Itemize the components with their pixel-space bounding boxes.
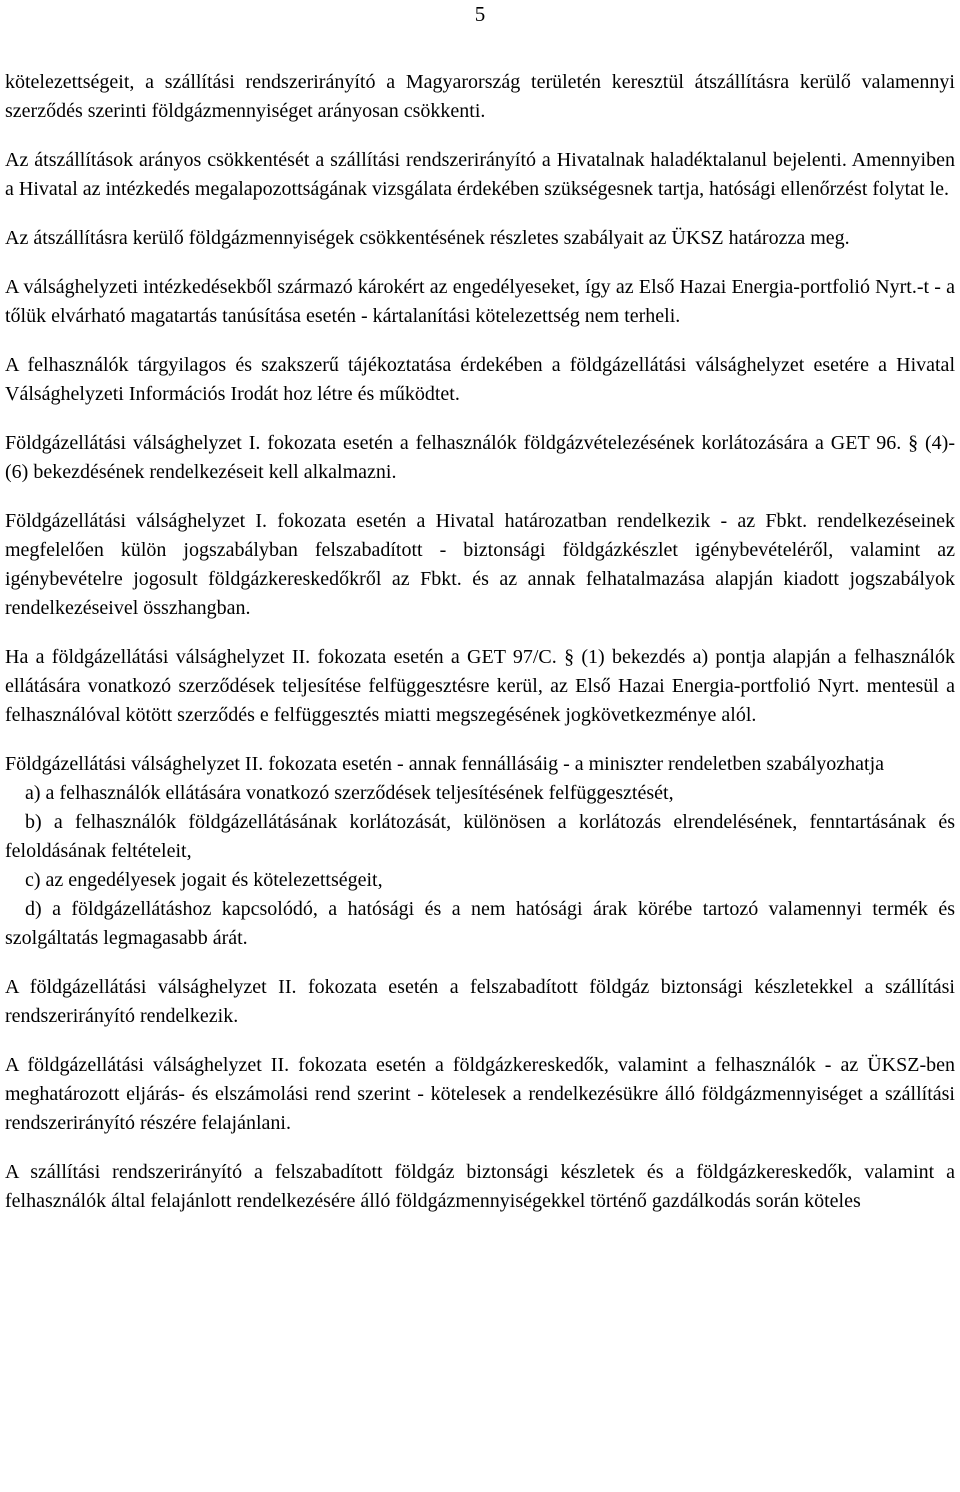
paragraph: Az átszállítások arányos csökkentését a szállítási rendszerirányító a Hivatalnak haladéktalanul bejelenti. Amennyiben a Hivatal az intézkedés megalapozottságának vizsgálata érdekében szükségesnek tartja, hatósági ellenőrzést folytat le. — [5, 149, 955, 200]
regulation-list — [5, 750, 955, 953]
paragraph: A földgázellátási válsághelyzet II. fokozata esetén a földgázkereskedők, valamint a felhasználók - az ÜKSZ-ben meghatározott eljárás- és elszámolási rend szerint - kötelesek a rendelkezésükre álló földgázmennyiséget a szállítási rendszerirányító részére felajánlani. — [5, 1054, 955, 1134]
paragraph: Földgázellátási válsághelyzet I. fokozata esetén a Hivatal határozatban rendelkezik - az Fbkt. rendelkezéseinek megfelelően külön jogszabályban felszabadított - biztonsági földgázkészlet igénybevételéről, valamint az igénybevételre jogosult földgázkereskedőkről az Fbkt. és az annak felhatalmazása alapján kiadott jogszabályok rendelkezéseivel összhangban. — [5, 510, 955, 619]
list-intro: Földgázellátási válsághelyzet II. fokozata esetén - annak fennállásáig - a miniszter rendeletben szabályozhatja — [5, 753, 885, 775]
paragraph: A válsághelyzeti intézkedésekből származó károkért az engedélyeseket, így az Első Hazai Energia-portfolió Nyrt.-t - a tőlük elvárható magatartás tanúsítása esetén - kártalanítási kötelezettség nem terheli. — [5, 276, 955, 327]
page-number: 5 — [474, 2, 486, 26]
paragraph: A szállítási rendszerirányító a felszabadított földgáz biztonsági készletek és a földgázkereskedők, valamint a felhasználók által felajánlott rendelkezésére álló földgázmennyiségekkel történő gazdálkodás során köteles — [5, 1161, 955, 1212]
list-item: b) a felhasználók földgázellátásának korlátozását, különösen a korlátozás elrendelésének, fenntartásának és feloldásának feltételeit, — [5, 811, 955, 862]
paragraph: kötelezettségeit, a szállítási rendszerirányító a Magyarország területén keresztül átszállításra kerülő valamennyi szerződés szerinti földgázmennyiséget arányosan csökkenti. — [5, 71, 955, 122]
paragraph: Az átszállításra kerülő földgázmennyiségek csökkentésének részletes szabályait az ÜKSZ határozza meg. — [5, 227, 850, 249]
paragraph: Ha a földgázellátási válsághelyzet II. fokozata esetén a GET 97/C. § (1) bekezdés a) pontja alapján a felhasználók ellátására vonatkozó szerződések teljesítése felfüggesztésre kerül, az Első Hazai Energia-portfolió Nyrt. mentesül a felhasználóval kötött szerződés e felfüggesztés miatti megszegésének jogkövetkezménye alól. — [5, 646, 955, 726]
list-item: a) a felhasználók ellátására vonatkozó szerződések teljesítésének felfüggesztését, — [25, 782, 674, 804]
paragraph: A földgázellátási válsághelyzet II. fokozata esetén a felszabadított földgáz biztonsági készletekkel a szállítási rendszerirányító rendelkezik. — [5, 976, 955, 1027]
document-body — [5, 68, 955, 1236]
paragraph: Földgázellátási válsághelyzet I. fokozata esetén a felhasználók földgázvételezésének korlátozására a GET 96. § (4)- (6) bekezdésének rendelkezéseit kell alkalmazni. — [5, 432, 955, 483]
list-item: c) az engedélyesek jogait és kötelezettségeit, — [25, 869, 383, 891]
list-item: d) a földgázellátáshoz kapcsolódó, a hatósági és a nem hatósági árak körébe tartozó valamennyi termék és szolgáltatás legmagasabb árát. — [5, 898, 955, 949]
paragraph: A felhasználók tárgyilagos és szakszerű tájékoztatása érdekében a földgázellátási válsághelyzet esetére a Hivatal Válsághelyzeti Információs Irodát hoz létre és működtet. — [5, 354, 955, 405]
